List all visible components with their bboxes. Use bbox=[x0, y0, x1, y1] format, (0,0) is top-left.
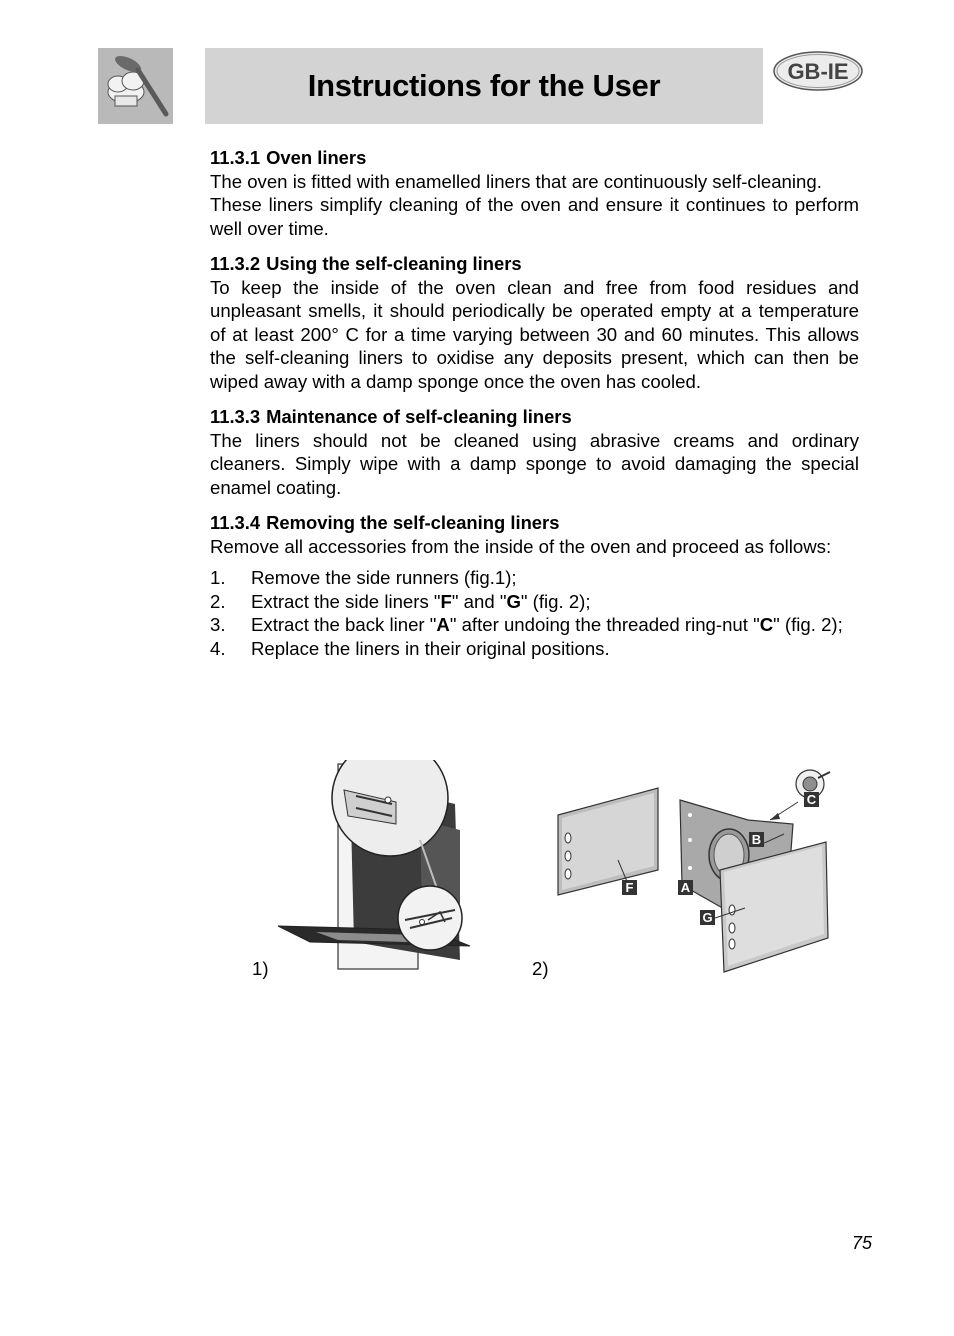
section-paragraph: The oven is fitted with enamelled liners that are continuously self-cleaning. bbox=[210, 170, 822, 192]
steps-list bbox=[210, 566, 859, 660]
main-content bbox=[210, 146, 859, 672]
callout-c bbox=[804, 792, 819, 807]
callout-a bbox=[678, 880, 693, 895]
section-maintenance bbox=[210, 405, 859, 499]
section-paragraph: These liners simplify cleaning of the oven and ensure it continues to perform well over time. bbox=[210, 194, 859, 239]
header-bar bbox=[205, 48, 763, 124]
section-oven-liners bbox=[210, 146, 859, 240]
figure-liners-exploded bbox=[548, 760, 840, 975]
section-paragraph: The liners should not be cleaned using abrasive creams and ordinary cleaners. Simply wipe with a damp sponge to avoid damaging the special enamel coating. bbox=[210, 429, 859, 498]
section-paragraph: To keep the inside of the oven clean and free from food residues and unpleasant smells, it should periodically be operated empty at a temperature of at least 200° C for a time varying between 30 and 60 minutes. This allows the self-cleaning liners to oxidise any deposits present, which can then be wiped away with a damp sponge once the oven has cooled. bbox=[210, 276, 859, 392]
section-heading: 11.3.2 Using the self-cleaning liners bbox=[210, 253, 522, 274]
svg-text:F: F bbox=[625, 880, 634, 895]
chef-logo bbox=[98, 48, 173, 124]
language-badge bbox=[772, 50, 864, 92]
section-heading: 11.3.3 Maintenance of self-cleaning liners bbox=[210, 406, 572, 427]
svg-text:C: C bbox=[806, 792, 817, 807]
page-number: 75 bbox=[852, 1233, 873, 1253]
list-item: 2. Extract the side liners "F" and "G" (fig. 2); bbox=[210, 590, 591, 612]
figure-oven-runners bbox=[270, 760, 500, 975]
language-badge-text: GB-IE bbox=[787, 59, 849, 84]
callout-b bbox=[749, 832, 764, 847]
chef-hat-spoon-icon bbox=[98, 48, 173, 124]
svg-text:A: A bbox=[680, 880, 691, 895]
callout-f bbox=[622, 880, 637, 895]
figure-2-label: 2) bbox=[532, 958, 549, 979]
section-heading: 11.3.4 Removing the self-cleaning liners bbox=[210, 512, 560, 533]
section-paragraph: Remove all accessories from the inside of the oven and proceed as follows: bbox=[210, 535, 832, 557]
list-item: 1. Remove the side runners (fig.1); bbox=[210, 567, 517, 588]
svg-text:B: B bbox=[751, 832, 762, 847]
list-item: 3. Extract the back liner "A" after undoing the threaded ring-nut "C" (fig. 2); bbox=[210, 614, 843, 635]
section-using-liners bbox=[210, 252, 859, 393]
figure-1-label: 1) bbox=[252, 958, 269, 979]
callout-g bbox=[700, 910, 715, 925]
list-item: 4. Replace the liners in their original positions. bbox=[210, 637, 610, 659]
figures bbox=[240, 760, 840, 980]
page-title: Instructions for the User bbox=[307, 68, 661, 103]
section-removing-liners bbox=[210, 511, 859, 660]
section-heading: 11.3.1 Oven liners bbox=[210, 147, 367, 168]
svg-text:G: G bbox=[702, 910, 713, 925]
